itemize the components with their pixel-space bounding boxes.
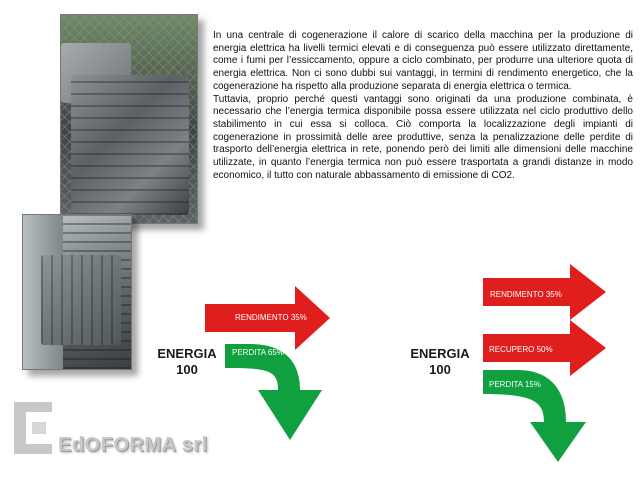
energy-value: 100 — [176, 362, 198, 377]
paragraph-1: In una centrale di cogenerazione il calore di scarico della macchina per la produzione di energia elettrica ha livelli termici elevati e di conseguenza può essere utilizzato direttamente, come i fumi per l’essiccamento, oppure a ciclo combinato, per produrre una ulteriore quota di energia elettrica. Non ci sono dubbi sui vantaggi, in termini di rendimento energetico, che la cogenerazione ha rispetto alla produzione separata di energia elettrica o termica. — [213, 30, 633, 92]
energy-value: 100 — [429, 362, 451, 377]
energy-title: ENERGIA — [410, 346, 470, 361]
energy-label-right — [400, 346, 480, 378]
company-name: EdOFORMA srl — [58, 434, 208, 456]
generator-photo-bottom — [22, 214, 132, 370]
engine-block — [41, 255, 121, 345]
rendimento-label-left: RENDIMENTO 35% — [235, 313, 307, 322]
perdita-label-left: PERDITA 65% — [232, 348, 284, 357]
energy-title: ENERGIA — [157, 346, 217, 361]
perdita-label-right: PERDITA 15% — [489, 380, 541, 389]
generator-photo-top — [60, 14, 198, 224]
description-text — [213, 30, 633, 182]
recupero-label-right: RECUPERO 50% — [489, 345, 553, 354]
engine-block — [71, 75, 189, 215]
paragraph-2: Tuttavia, proprio perché questi vantaggi sono originati da una produzione combinata, è necessario che l’energia termica disponibile possa essere utilizzata nel ciclo produttivo dello stabilimento in cui essa si colloca. Ciò comporta la localizzazione degli impianti di cogenerazione in prossimità delle aree produttive, senza la penalizzazione delle perdite di trasporto dell’energia elettrica in rete, ponendo però dei limiti alle dimensioni delle macchine utilizzate, in quanto l’energia termica non può essere trasportata a grandi distanze in modo economico, il tutto con naturale abbassamento di emissione di CO2. — [213, 93, 633, 181]
perdita-arrow — [225, 344, 322, 440]
energy-flow-diagram-left — [200, 282, 340, 442]
rendimento-label-right: RENDIMENTO 35% — [490, 290, 562, 299]
company-logo-icon — [14, 402, 52, 454]
